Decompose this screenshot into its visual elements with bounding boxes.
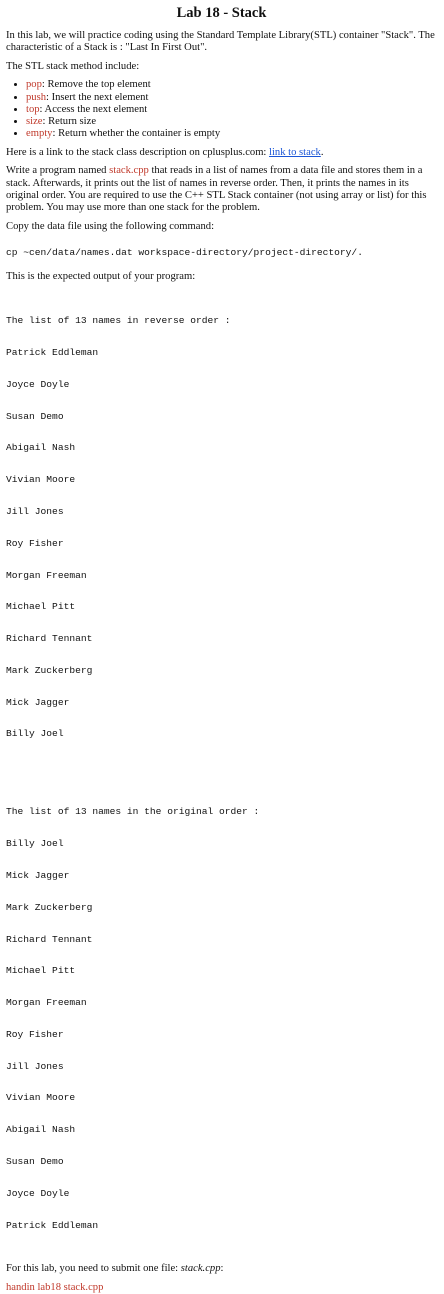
filename: stack.cpp [109,165,149,177]
task-text-b: that reads in a list of names from a data file and stores them in a stack. Afterwards, it prints out the list of names in reverse order. Then, it prints the names in its original order. You are required to use the C++ STL Stack container (not using array or list) for this problem. You may use more than one stack for the problem. [6,165,427,214]
list-item [26,116,437,128]
output-header: The list of 13 names in reverse order : [6,315,231,327]
copy-command: cp ~cen/data/names.dat workspace-directory/project-directory/. [6,247,363,259]
method-desc: : Remove the top element [41,79,151,91]
output-line: Roy Fisher [6,1028,64,1040]
methods-list [6,79,437,140]
method-desc: : Return whether the container is empty [52,128,221,140]
output-reverse [6,295,437,761]
output-line: Billy Joel [6,728,64,740]
output-line: Mick Jagger [6,696,70,708]
output-line: Vivian Moore [6,1092,76,1104]
method-name: top [26,103,40,115]
page-title: Lab 18 - Stack [176,5,267,21]
handin-command: handin lab18 stack.cpp [6,1281,104,1293]
output-gap [6,761,437,786]
output-line: Susan Demo [6,1156,64,1168]
output-line: Susan Demo [6,410,64,422]
output-line: Roy Fisher [6,537,64,549]
method-name: push [26,91,47,103]
list-item [26,104,437,116]
output-header: The list of 13 names in the original order : [6,806,260,818]
output-line: Morgan Freeman [6,569,87,581]
submit-paragraph [6,1263,437,1275]
list-item [26,79,437,91]
output-line: Patrick Eddleman [6,1219,99,1231]
method-name: empty [26,128,53,140]
submit-file: stack.cpp [180,1263,221,1275]
intro-paragraph: In this lab, we will practice coding using the Standard Template Library(STL) container "Stack". The characteristic of a Stack is : "Last In First Out". [6,30,435,54]
output-line: Jill Jones [6,506,64,518]
copy-instruction: Copy the data file using the following command: [6,220,215,232]
list-item [26,128,437,140]
method-desc: : Insert the next element [46,91,149,103]
method-name: pop [26,79,42,91]
output-line: Billy Joel [6,838,64,850]
output-line: Joyce Doyle [6,378,70,390]
output-line: Joyce Doyle [6,1187,70,1199]
stack-link[interactable]: link to stack [269,146,321,158]
output-line: Michael Pitt [6,965,76,977]
methods-heading: The STL stack method include: [6,60,140,72]
link-paragraph [6,147,437,159]
submit-prefix: For this lab, you need to submit one file: [6,1263,181,1275]
output-line: Morgan Freeman [6,997,87,1009]
output-original [6,786,437,1252]
output-line: Abigail Nash [6,1124,76,1136]
method-desc: : Access the next element [39,103,148,115]
submit-suffix: : [220,1263,224,1275]
output-line: Richard Tennant [6,633,93,645]
output-line: Michael Pitt [6,601,76,613]
link-suffix: . [320,146,324,158]
link-prefix: Here is a link to the stack class description on cplusplus.com: [6,146,270,158]
output-line: Patrick Eddleman [6,347,99,359]
list-item [26,92,437,104]
method-name: size [26,116,43,128]
output-line: Mick Jagger [6,870,70,882]
expected-output-label: This is the expected output of your program: [6,270,196,282]
method-desc: : Return size [42,116,97,128]
output-line: Mark Zuckerberg [6,664,93,676]
output-line: Abigail Nash [6,442,76,454]
output-line: Jill Jones [6,1060,64,1072]
task-text-a: Write a program named [6,165,110,177]
output-line: Vivian Moore [6,474,76,486]
task-paragraph [6,165,437,215]
output-line: Richard Tennant [6,933,93,945]
output-line: Mark Zuckerberg [6,901,93,913]
